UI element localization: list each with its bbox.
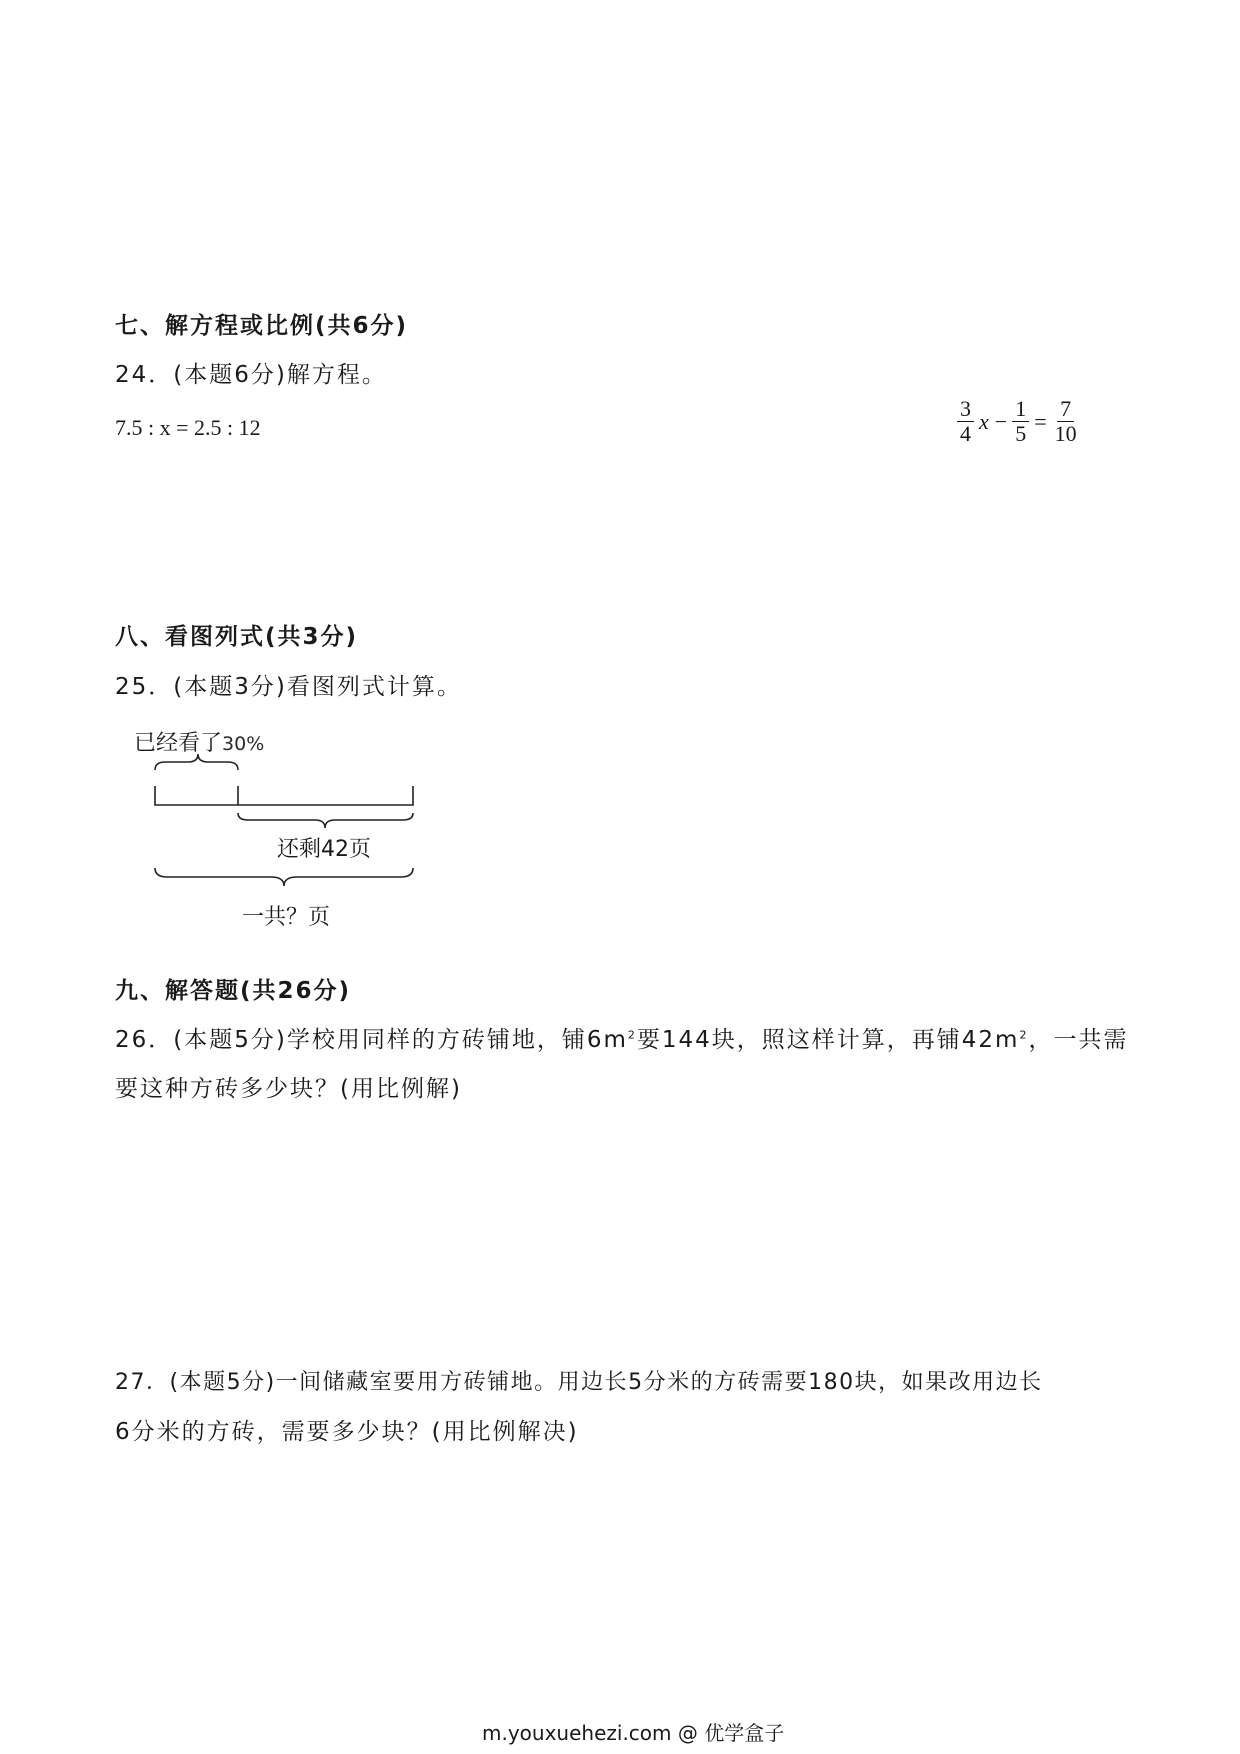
read-brace: [155, 754, 238, 770]
question-27-line2: 6分米的方砖，需要多少块？(用比例解决): [115, 1419, 579, 1445]
q26-text-c: ，一共需: [1028, 1027, 1129, 1053]
fraction-7-10: [1052, 397, 1080, 446]
question-24: 24．(本题6分)解方程。: [115, 362, 387, 388]
section9-heading: 九、解答题(共26分): [115, 978, 352, 1004]
fraction-3-4: [957, 397, 974, 446]
equation-1: 7.5 : x = 2.5 : 12: [115, 415, 261, 440]
fraction-numerator: 1: [1012, 397, 1029, 422]
read-percent: 30%: [222, 733, 265, 755]
question-26-line1: [115, 1021, 1128, 1054]
footer-watermark: m.youxuehezi.com @ 优学盒子: [482, 1721, 785, 1745]
q26-text-a: 26．(本题5分)学校用同样的方砖铺地，铺6m: [115, 1027, 628, 1053]
question-25: 25．(本题3分)看图列式计算。: [115, 674, 462, 700]
section8-heading: 八、看图列式(共3分): [115, 624, 359, 650]
question-27-line1: 27．(本题5分)一间储藏室要用方砖铺地。用边长5分米的方砖需要180块，如果改用边长: [115, 1370, 1043, 1395]
line-segment-diagram: [130, 720, 430, 940]
remaining-label: 还剩42页: [277, 837, 371, 862]
section7-heading: 七、解方程或比例(共6分): [115, 313, 409, 339]
q26-superscript-1: 2: [627, 1028, 637, 1042]
equation-2: [955, 397, 1082, 446]
fraction-denominator: 4: [960, 421, 971, 446]
fraction-denominator: 5: [1015, 421, 1027, 446]
fraction-numerator: 3: [957, 397, 974, 422]
question-26-line2: 要这种方砖多少块？(用比例解): [115, 1076, 462, 1102]
variable-x: x: [979, 408, 989, 434]
read-label-text: 已经看了: [134, 731, 223, 756]
fraction-1-5: [1012, 397, 1029, 446]
fraction-denominator: 10: [1054, 421, 1077, 446]
q26-text-b: 要144块，照这样计算，再铺42m: [636, 1027, 1020, 1053]
total-bar: [155, 786, 413, 805]
remaining-brace: [238, 813, 413, 828]
total-brace: [155, 868, 413, 886]
equals-sign: =: [1034, 408, 1047, 434]
minus-sign: −: [994, 408, 1008, 434]
q26-superscript-2: 2: [1019, 1028, 1029, 1042]
fraction-numerator: 7: [1057, 397, 1074, 422]
total-label: 一共？页: [242, 905, 331, 930]
